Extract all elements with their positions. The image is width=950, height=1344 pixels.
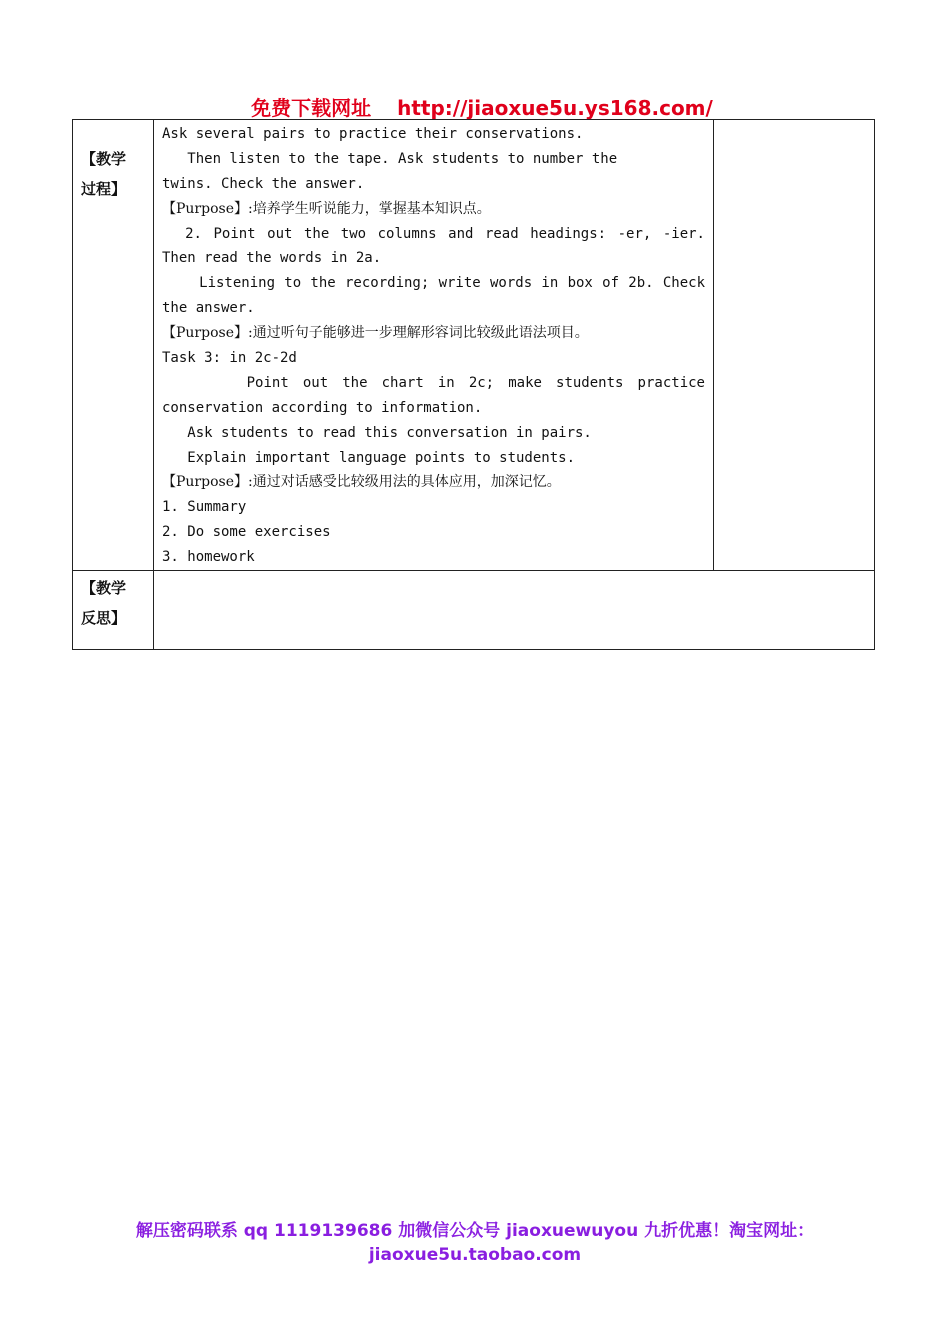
- content-line: conservation according to information.: [162, 399, 483, 416]
- content-line: Point out the chart in 2c; make students practice: [162, 374, 705, 391]
- content-line: Ask several pairs to practice their conservations.: [162, 126, 584, 142]
- content-line: 1. Summary: [162, 499, 247, 516]
- content-line: Ask students to read this conversation in pairs.: [162, 424, 592, 441]
- content-line: 3. homework: [162, 549, 255, 566]
- lesson-plan-table: [72, 119, 875, 650]
- teaching-reflection-content: [154, 571, 875, 650]
- content-line: Then listen to the tape. Ask students to number the: [162, 150, 618, 167]
- content-line: Listening to the recording; write words in box of 2b. Check: [162, 275, 705, 292]
- content-line: Then read the words in 2a.: [162, 250, 382, 267]
- content-line: Explain important language points to students.: [162, 449, 576, 466]
- teaching-reflection-row: [73, 571, 875, 650]
- purpose-line: 【Purpose】:通过对话感受比较级用法的具体应用，加深记忆。: [162, 474, 561, 491]
- content-line: twins. Check the answer.: [162, 175, 365, 192]
- notes-cell: [714, 120, 875, 571]
- content-line: the answer.: [162, 300, 255, 317]
- teaching-process-label: 【教学 过程】: [73, 120, 154, 571]
- teaching-reflection-label: 【教学 反思】: [73, 571, 154, 650]
- download-label: 免费下载网址: [251, 96, 372, 120]
- footer-contact-line: 解压密码联系 qq 1119139686 加微信公众号 jiaoxuewuyou 九折优惠！淘宝网址：: [135, 1221, 815, 1241]
- teaching-process-content: [154, 120, 714, 571]
- footer-shop-link[interactable]: jiaoxue5u.taobao.com: [368, 1245, 582, 1265]
- purpose-line: 【Purpose】:通过听句子能够进一步理解形容词比较级此语法项目。: [162, 325, 589, 342]
- download-url-link[interactable]: http://jiaoxue5u.ys168.com/: [397, 96, 713, 120]
- footer-notice: [0, 1219, 950, 1267]
- content-line: 2. Do some exercises: [162, 524, 331, 541]
- download-header: [0, 68, 950, 121]
- teaching-process-row: [73, 120, 875, 571]
- purpose-line: 【Purpose】:培养学生听说能力，掌握基本知识点。: [162, 200, 491, 217]
- content-line: Task 3: in 2c-2d: [162, 350, 297, 367]
- content-line: 2. Point out the two columns and read headings: -er, -ier.: [162, 225, 705, 242]
